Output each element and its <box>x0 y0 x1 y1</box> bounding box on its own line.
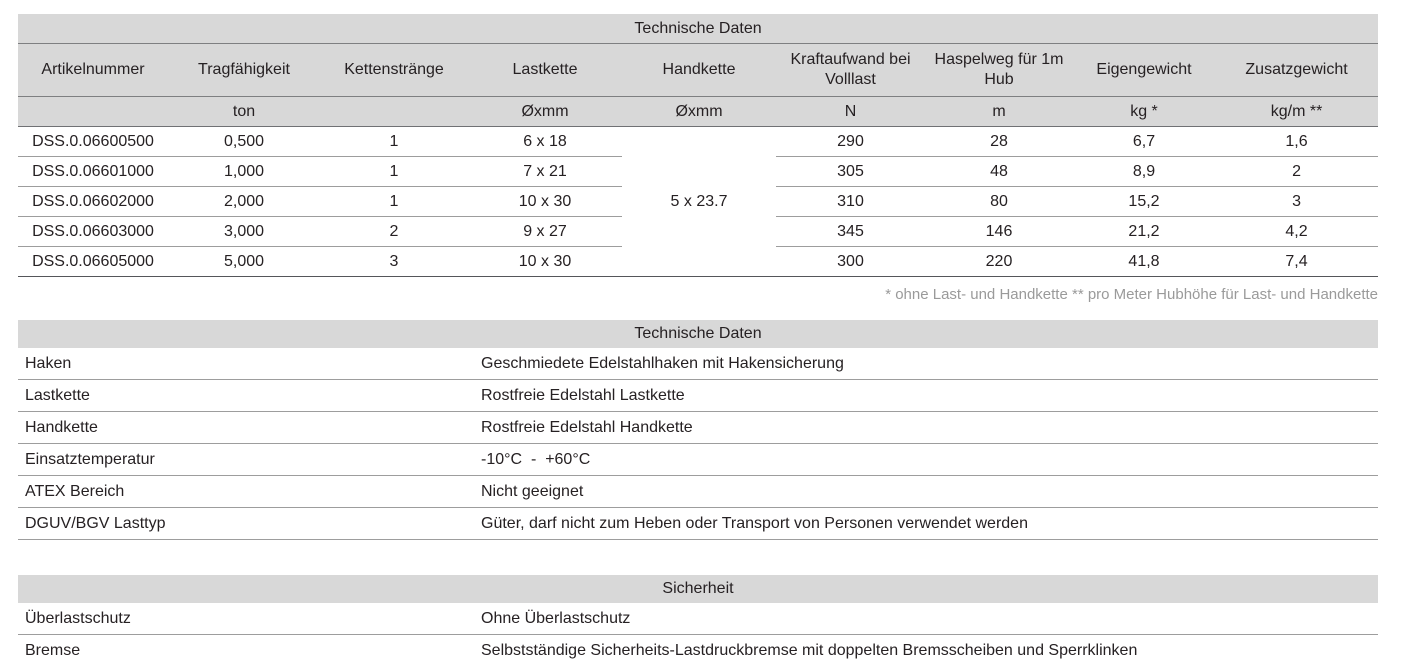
safety-row-label: Bremse <box>18 635 481 663</box>
info-row-value: -10°C - +60°C <box>481 444 1378 476</box>
cell-kraftaufwand: 345 <box>776 217 925 247</box>
cell-lastkette: 10 x 30 <box>468 187 622 217</box>
cell-tragfaehigkeit: 0,500 <box>168 127 320 157</box>
safety-row-label: Überlastschutz <box>18 603 481 635</box>
cell-haspelweg: 146 <box>925 217 1073 247</box>
spec-table-header-row <box>18 44 1378 97</box>
table-row <box>18 444 1378 476</box>
column-header-kraftaufwand: Kraftaufwand bei Volllast <box>776 44 925 97</box>
safety-row-value: Ohne Überlastschutz <box>481 603 1378 635</box>
cell-artikelnummer: DSS.0.06601000 <box>18 157 168 187</box>
cell-eigengewicht: 41,8 <box>1073 247 1215 277</box>
cell-artikelnummer: DSS.0.06603000 <box>18 217 168 247</box>
cell-eigengewicht: 15,2 <box>1073 187 1215 217</box>
cell-eigengewicht: 6,7 <box>1073 127 1215 157</box>
cell-haspelweg: 220 <box>925 247 1073 277</box>
cell-zusatzgewicht: 3 <box>1215 187 1378 217</box>
unit-cell <box>18 97 168 127</box>
unit-cell: N <box>776 97 925 127</box>
unit-cell: m <box>925 97 1073 127</box>
safety-row-value: Selbstständige Sicherheits-Lastdruckbremse mit doppelten Bremsscheiben und Sperrklinken <box>481 635 1378 663</box>
cell-lastkette: 7 x 21 <box>468 157 622 187</box>
info-row-value: Rostfreie Edelstahl Handkette <box>481 412 1378 444</box>
cell-kettenstraenge: 3 <box>320 247 468 277</box>
column-header-kettenstraenge: Kettenstränge <box>320 44 468 97</box>
cell-kraftaufwand: 300 <box>776 247 925 277</box>
cell-tragfaehigkeit: 2,000 <box>168 187 320 217</box>
cell-lastkette: 6 x 18 <box>468 127 622 157</box>
cell-zusatzgewicht: 7,4 <box>1215 247 1378 277</box>
cell-tragfaehigkeit: 5,000 <box>168 247 320 277</box>
cell-kraftaufwand: 290 <box>776 127 925 157</box>
column-header-zusatzgewicht: Zusatzgewicht <box>1215 44 1378 97</box>
info-row-label: Haken <box>18 348 481 380</box>
cell-artikelnummer: DSS.0.06600500 <box>18 127 168 157</box>
cell-lastkette: 10 x 30 <box>468 247 622 277</box>
info-row-label: ATEX Bereich <box>18 476 481 508</box>
table-row <box>18 476 1378 508</box>
cell-zusatzgewicht: 4,2 <box>1215 217 1378 247</box>
safety-table <box>18 575 1378 663</box>
info-row-label: DGUV/BGV Lasttyp <box>18 508 481 540</box>
column-header-artikelnummer: Artikelnummer <box>18 44 168 97</box>
cell-lastkette: 9 x 27 <box>468 217 622 247</box>
info-row-value: Güter, darf nicht zum Heben oder Transport von Personen verwendet werden <box>481 508 1378 540</box>
spec-table <box>18 14 1378 277</box>
cell-eigengewicht: 21,2 <box>1073 217 1215 247</box>
unit-cell: Øxmm <box>468 97 622 127</box>
cell-kettenstraenge: 2 <box>320 217 468 247</box>
info-row-value: Nicht geeignet <box>481 476 1378 508</box>
unit-cell: Øxmm <box>622 97 776 127</box>
info-row-label: Handkette <box>18 412 481 444</box>
cell-haspelweg: 48 <box>925 157 1073 187</box>
spec-table-title: Technische Daten <box>18 14 1378 44</box>
table-row <box>18 508 1378 540</box>
info-row-value: Rostfreie Edelstahl Lastkette <box>481 380 1378 412</box>
table-row <box>18 603 1378 635</box>
cell-zusatzgewicht: 2 <box>1215 157 1378 187</box>
info-row-label: Lastkette <box>18 380 481 412</box>
info-table-title: Technische Daten <box>18 320 1378 348</box>
table-row <box>18 412 1378 444</box>
cell-kettenstraenge: 1 <box>320 157 468 187</box>
spec-table-units-row <box>18 97 1378 127</box>
table-row <box>18 635 1378 663</box>
table-row <box>18 127 1378 157</box>
cell-eigengewicht: 8,9 <box>1073 157 1215 187</box>
cell-artikelnummer: DSS.0.06605000 <box>18 247 168 277</box>
column-header-lastkette: Lastkette <box>468 44 622 97</box>
unit-cell: kg/m ** <box>1215 97 1378 127</box>
safety-table-title: Sicherheit <box>18 575 1378 603</box>
column-header-handkette: Handkette <box>622 44 776 97</box>
spec-table-title-row <box>18 14 1378 44</box>
cell-haspelweg: 80 <box>925 187 1073 217</box>
cell-kettenstraenge: 1 <box>320 187 468 217</box>
table-row <box>18 380 1378 412</box>
cell-tragfaehigkeit: 3,000 <box>168 217 320 247</box>
info-row-value: Geschmiedete Edelstahlhaken mit Hakensicherung <box>481 348 1378 380</box>
unit-cell <box>320 97 468 127</box>
column-header-haspelweg: Haspelweg für 1m Hub <box>925 44 1073 97</box>
cell-artikelnummer: DSS.0.06602000 <box>18 187 168 217</box>
unit-cell: ton <box>168 97 320 127</box>
info-table <box>18 320 1378 540</box>
safety-table-title-row <box>18 575 1378 603</box>
info-table-title-row <box>18 320 1378 348</box>
table-row <box>18 348 1378 380</box>
cell-kraftaufwand: 305 <box>776 157 925 187</box>
column-header-tragfaehigkeit: Tragfähigkeit <box>168 44 320 97</box>
cell-kraftaufwand: 310 <box>776 187 925 217</box>
cell-haspelweg: 28 <box>925 127 1073 157</box>
info-row-label: Einsatztemperatur <box>18 444 481 476</box>
unit-cell: kg * <box>1073 97 1215 127</box>
cell-kettenstraenge: 1 <box>320 127 468 157</box>
table-footnote: * ohne Last- und Handkette ** pro Meter Hubhöhe für Last- und Handkette <box>885 286 1378 303</box>
column-header-eigengewicht: Eigengewicht <box>1073 44 1215 97</box>
cell-tragfaehigkeit: 1,000 <box>168 157 320 187</box>
cell-zusatzgewicht: 1,6 <box>1215 127 1378 157</box>
cell-handkette-merged: 5 x 23.7 <box>622 127 776 277</box>
